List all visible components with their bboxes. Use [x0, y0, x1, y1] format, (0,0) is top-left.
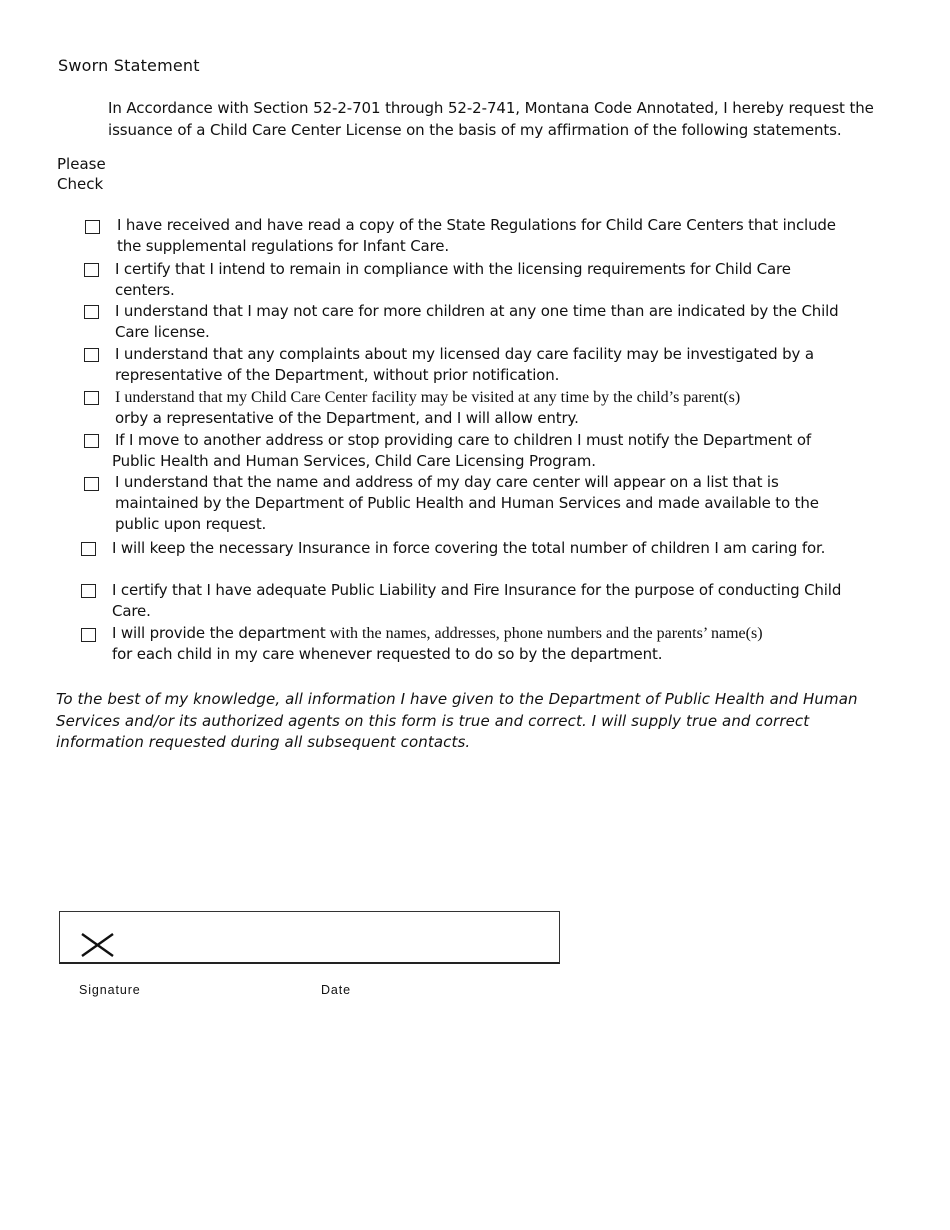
intro-paragraph: In Accordance with Section 52-2-701 through 52-2-741, Montana Code Annotated, I hereby request the issuance of a Child Care Center License on the basis of my affirmation of the following statements.	[108, 99, 874, 139]
please-check-line1: Please	[57, 155, 106, 173]
checklist-item-text: I understand that any complaints about my licensed day care facility may be investigated by a representative of the Department, without prior notification.	[115, 345, 814, 384]
checklist-item-text: I understand that the name and address of my day care center will appear on a list that is maintained by the Department of Public Health and Human Services and made available to the public upon request.	[115, 473, 819, 533]
checklist-item-text: I understand that I may not care for more children at any one time than are indicated by the Child Care license.	[115, 302, 839, 341]
signature-label: Signature	[79, 983, 141, 997]
checklist-item-text: I will provide the department with the names, addresses, phone numbers and the parents’ name(s) for each child in my care whenever requested to do so by the department.	[112, 624, 763, 663]
checklist-item-text: If I move to another address or stop providing care to children I must notify the Department of Public Health and Human Services, Child Care Licensing Program.	[112, 431, 811, 470]
checkbox[interactable]	[84, 477, 99, 491]
checklist-item-text: I have received and have read a copy of the State Regulations for Child Care Centers that include the supplemental regulations for Infant Care.	[117, 216, 836, 255]
checkbox[interactable]	[85, 220, 100, 234]
checkbox[interactable]	[84, 263, 99, 277]
checklist-item-text: I understand that my Child Care Center facility may be visited at any time by the child’s parent(s) orby a representative of the Department, and I will allow entry.	[115, 389, 741, 427]
checkbox[interactable]	[81, 628, 96, 642]
please-check-line2: Check	[57, 175, 104, 193]
checkbox[interactable]	[81, 542, 96, 556]
x-mark-icon	[79, 932, 117, 958]
checklist-item-text: I certify that I have adequate Public Liability and Fire Insurance for the purpose of conducting Child Care.	[112, 581, 842, 620]
checklist-item-text: I will keep the necessary Insurance in force covering the total number of children I am caring for.	[112, 539, 826, 557]
checkbox[interactable]	[84, 305, 99, 319]
checkbox[interactable]	[84, 434, 99, 448]
page-title: Sworn Statement	[58, 56, 200, 75]
affirmation-statement: To the best of my knowledge, all information I have given to the Department of Public Health and Human Services and/or its authorized agents on this form is true and correct. I will supply true and correct information requested during all subsequent contacts.	[56, 690, 858, 751]
checkbox[interactable]	[84, 348, 99, 362]
checkbox[interactable]	[81, 584, 96, 598]
checklist-item-text: I certify that I intend to remain in compliance with the licensing requirements for Child Care centers.	[115, 260, 791, 299]
date-label: Date	[321, 983, 352, 997]
checkbox[interactable]	[84, 391, 99, 405]
please-check-label	[57, 154, 127, 194]
signature-box[interactable]	[59, 911, 560, 964]
